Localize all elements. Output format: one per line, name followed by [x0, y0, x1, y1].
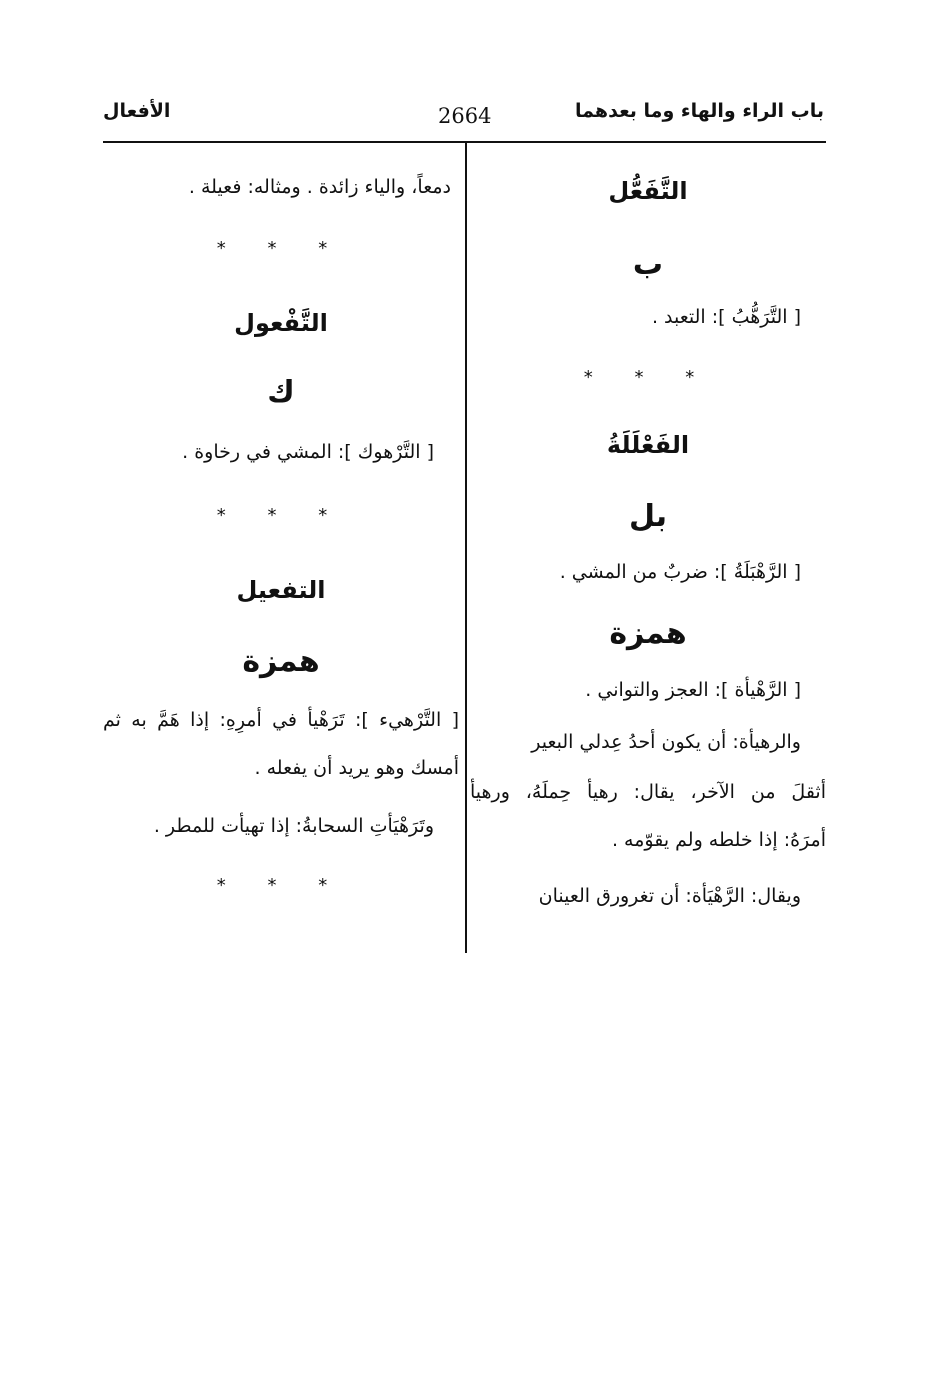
separator-stars: * * *	[216, 238, 346, 259]
left-column	[103, 143, 459, 953]
dictionary-entry: [ الرَّهْبَلَةُ ]: ضربٌ من المشي .	[559, 561, 801, 583]
column-divider	[465, 143, 467, 953]
root-heading: ك	[267, 375, 295, 410]
running-header-section: باب الراء والهاء وما بعدهما	[575, 100, 824, 122]
dictionary-entry: [ التَّرْهيء ]: تَرَهْيأ في أمرِهِ: إذا هَمَّ به ثم	[103, 709, 459, 731]
root-heading: بل	[628, 499, 668, 534]
paragraph-line: ويقال: الرَّهْيَأة: أن تغرورق العينان	[538, 885, 801, 907]
paragraph-line: دمعاً، والياء زائدة . ومثاله: فعيلة .	[188, 176, 451, 198]
paragraph-line: أمسك وهو يريد أن يفعله .	[254, 757, 459, 779]
separator-stars: * * *	[583, 367, 713, 388]
separator-stars: * * *	[216, 505, 346, 526]
root-heading: همزة	[609, 616, 687, 651]
section-heading: الفَعْلَلَةُ	[606, 431, 690, 459]
root-heading: همزة	[242, 644, 320, 679]
section-heading: التفعيل	[236, 576, 326, 604]
dictionary-entry: [ الرَّهْيأة ]: العجز والتواني .	[585, 679, 801, 701]
paragraph-line: والرهيأة: أن يكون أحدُ عِدلي البعير	[531, 731, 801, 753]
page-number: 2664	[438, 104, 492, 128]
paragraph-line: أمرَهُ: إذا خلطه ولم يقوّمه .	[611, 829, 826, 851]
right-column	[470, 143, 826, 953]
paragraph-line: أثقلَ من الآخر، يقال: رهيأ حِملَهُ، ورهيأ	[470, 781, 826, 803]
dictionary-entry: وتَرَهْيَأتِ السحابةُ: إذا تهيأت للمطر .	[153, 815, 434, 837]
dictionary-entry: [ التَّرَهُّبُ ]: التعبد .	[651, 306, 801, 328]
running-header-chapter: الأفعال	[103, 100, 171, 122]
separator-stars: * * *	[216, 875, 346, 896]
root-heading: ب	[632, 247, 664, 282]
dictionary-entry: [ التَّرْهوك ]: المشي في رخاوة .	[182, 441, 434, 463]
section-heading: التَّفَعُّل	[608, 177, 688, 205]
section-heading: التَّفْعول	[234, 309, 328, 337]
